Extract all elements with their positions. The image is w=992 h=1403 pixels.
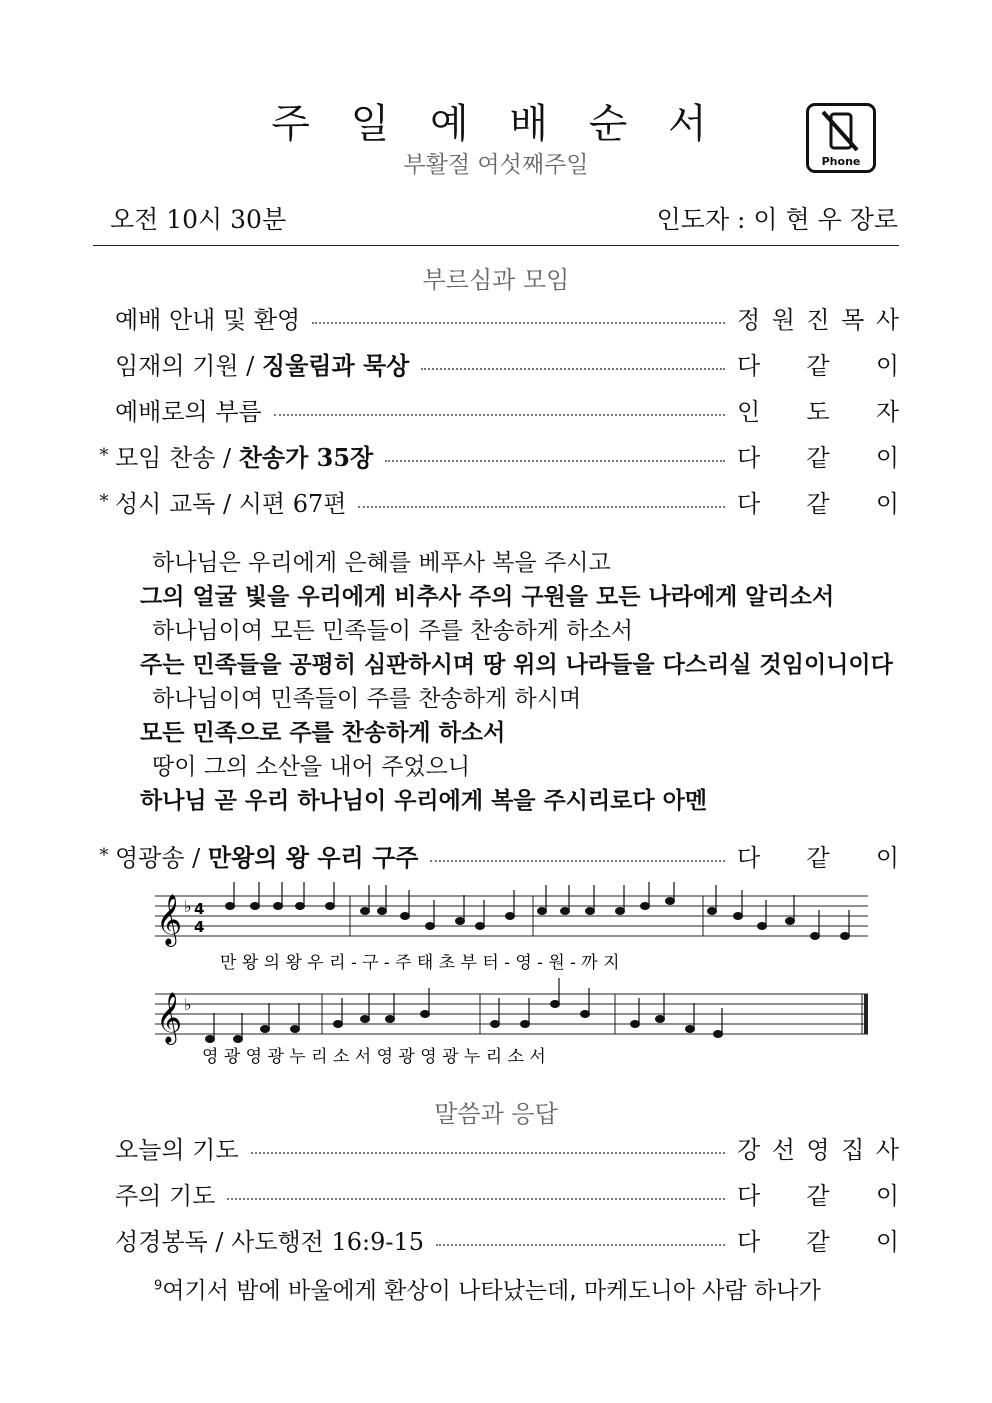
leader-char: 집 — [841, 1135, 865, 1164]
worship-item-row — [93, 392, 899, 426]
note-head — [361, 908, 370, 915]
svg-text:♭: ♭ — [184, 897, 192, 916]
note-head — [226, 903, 235, 910]
note-head — [361, 1016, 370, 1023]
worship-item-leader — [737, 484, 899, 519]
leader-char: 영 — [806, 1135, 830, 1164]
note-head — [291, 1026, 300, 1033]
verse-number: 9 — [154, 1278, 163, 1294]
leader-char: 목 — [841, 305, 865, 334]
note-head — [686, 1026, 695, 1033]
svg-text:4: 4 — [194, 918, 205, 936]
worship-item-highlight: 만왕의 왕 우리 구주 — [207, 842, 419, 872]
worship-item-row — [93, 1130, 899, 1164]
worship-item-row — [93, 484, 899, 518]
scripture-verse — [154, 1272, 821, 1305]
header-divider — [93, 245, 899, 246]
leader-reading-line: 땅이 그의 소산을 내어 주었으니 — [152, 754, 471, 780]
note-head — [631, 1021, 640, 1028]
worship-item-title: 성경봉독 / 사도행전 16:9-15 — [115, 1227, 424, 1256]
worship-item-label — [115, 1222, 424, 1257]
dot-leader — [312, 310, 725, 324]
svg-text:4: 4 — [194, 900, 205, 918]
leader-char: 같 — [806, 443, 830, 472]
note-head — [234, 1036, 243, 1043]
leader-char: 같 — [806, 1181, 830, 1210]
doxology-lyrics-line1: 만 왕 의 왕 우 리 - 구 - 주 태 초 부 터 - 영 - 원 - 까 지 — [220, 953, 620, 973]
worship-item-label — [115, 392, 262, 427]
worship-item-label — [115, 484, 346, 519]
dot-leader — [421, 356, 725, 370]
note-head — [714, 1031, 723, 1038]
leader-char: 원 — [771, 305, 795, 334]
section-title-gathering: 부르심과 모임 — [422, 266, 570, 294]
leader-char: 사 — [875, 305, 899, 334]
note-head — [734, 913, 743, 920]
worship-item-label — [115, 838, 418, 873]
page-subtitle: 부활절 여섯째주일 — [403, 152, 589, 178]
worship-item-title: 오늘의 기도 — [115, 1135, 239, 1164]
leader-char: 다 — [737, 489, 761, 518]
worship-item-leader — [737, 1130, 899, 1165]
phone-icon-label: Phone — [821, 155, 861, 168]
worship-item-label — [115, 438, 373, 473]
leader-char: 이 — [875, 443, 899, 472]
note-head — [334, 1021, 343, 1028]
congregation-reading-line: 하나님 곧 우리 하나님이 우리에게 복을 주시리로다 아멘 — [140, 788, 708, 814]
worship-item-row — [93, 1222, 899, 1256]
worship-item-label — [115, 300, 300, 335]
worship-item-row — [93, 300, 899, 334]
worship-item-title: 영광송 / — [115, 843, 208, 872]
note-head — [551, 1001, 560, 1008]
congregation-reading-line: 그의 얼굴 빛을 우리에게 비추사 주의 구원을 모든 나라에게 알리소서 — [140, 584, 835, 610]
note-head — [378, 908, 387, 915]
leader-char: 자 — [875, 397, 899, 426]
dot-leader — [430, 848, 725, 862]
note-head — [641, 903, 650, 910]
leader-char: 사 — [875, 1135, 899, 1164]
worship-item-label — [115, 346, 409, 381]
worship-item-title: 임재의 기원 / — [115, 351, 262, 380]
worship-item-title: 모임 찬송 / — [115, 443, 239, 472]
worship-item-row — [93, 346, 899, 380]
leader-char: 정 — [737, 305, 761, 334]
svg-text:𝄞: 𝄞 — [156, 992, 183, 1043]
note-head — [581, 1011, 590, 1018]
note-head — [261, 1026, 270, 1033]
page-title: 주 일 예 배 순 서 — [271, 101, 721, 147]
worship-item-title: 예배로의 부름 — [115, 397, 262, 426]
leader-char: 이 — [875, 351, 899, 380]
note-head — [456, 918, 465, 925]
note-head — [401, 913, 410, 920]
leader-char: 이 — [875, 1181, 899, 1210]
leader-char: 이 — [875, 489, 899, 518]
leader-char: 같 — [806, 351, 830, 380]
leader-reading-line: 하나님은 우리에게 은혜를 베푸사 복을 주시고 — [152, 550, 611, 576]
worship-item-row — [93, 438, 899, 472]
svg-text:♭: ♭ — [184, 995, 192, 1014]
note-head — [251, 903, 260, 910]
service-leader: 인도자 : 이 현 우 장로 — [656, 205, 898, 234]
section-title-word: 말씀과 응답 — [434, 1100, 558, 1128]
note-head — [386, 1016, 395, 1023]
dot-leader — [251, 1140, 725, 1154]
note-head — [521, 1021, 530, 1028]
leader-char: 강 — [737, 1135, 761, 1164]
congregation-reading-line: 모든 민족으로 주를 찬송하게 하소서 — [140, 720, 506, 746]
note-head — [758, 923, 767, 930]
note-head — [811, 933, 820, 940]
stand-marker: * — [99, 844, 109, 866]
worship-item-leader — [737, 1222, 899, 1257]
note-head — [274, 903, 283, 910]
note-head — [708, 908, 717, 915]
note-head — [616, 908, 625, 915]
note-head — [421, 1011, 430, 1018]
note-head — [841, 933, 850, 940]
worship-item-highlight: 징울림과 묵상 — [261, 350, 410, 380]
leader-char: 이 — [875, 1227, 899, 1256]
note-head — [326, 903, 335, 910]
worship-item-row — [93, 838, 899, 872]
worship-item-leader — [737, 300, 899, 335]
note-head — [538, 908, 547, 915]
note-head — [586, 908, 595, 915]
leader-char: 이 — [875, 843, 899, 872]
worship-item-leader — [737, 1176, 899, 1211]
dot-leader — [274, 402, 725, 416]
worship-item-leader — [737, 438, 899, 473]
worship-item-title: 주의 기도 — [115, 1181, 216, 1210]
worship-item-highlight: 찬송가 35장 — [238, 442, 374, 472]
leader-char: 같 — [806, 1227, 830, 1256]
doxology-sheet-music — [150, 882, 870, 1072]
note-head — [786, 918, 795, 925]
worship-item-leader — [737, 392, 899, 427]
note-head — [296, 903, 305, 910]
worship-item-label — [115, 1176, 215, 1211]
leader-reading-line: 하나님이여 모든 민족들이 주를 찬송하게 하소서 — [152, 618, 633, 644]
worship-item-leader — [737, 838, 899, 873]
note-head — [506, 913, 515, 920]
leader-char: 다 — [737, 351, 761, 380]
worship-item-title: 성시 교독 / 시편 67편 — [115, 489, 347, 518]
note-head — [491, 1021, 500, 1028]
dot-leader — [385, 448, 725, 462]
leader-char: 다 — [737, 443, 761, 472]
dot-leader — [436, 1232, 725, 1246]
verse-text: 여기서 밤에 바울에게 환상이 나타났는데, 마케도니아 사람 하나가 — [162, 1278, 821, 1304]
note-head — [206, 1036, 215, 1043]
leader-char: 선 — [771, 1135, 795, 1164]
note-head — [666, 898, 675, 905]
worship-item-row — [93, 1176, 899, 1210]
worship-item-leader — [737, 346, 899, 381]
worship-item-title: 예배 안내 및 환영 — [115, 305, 301, 334]
note-head — [426, 923, 435, 930]
congregation-reading-line: 주는 민족들을 공평히 심판하시며 땅 위의 나라들을 다스리실 것임이니이다 — [140, 652, 893, 678]
leader-char: 도 — [806, 397, 830, 426]
dot-leader — [358, 494, 725, 508]
dot-leader — [227, 1186, 725, 1200]
leader-char: 같 — [806, 489, 830, 518]
leader-char: 다 — [737, 843, 761, 872]
stand-marker: * — [99, 444, 109, 466]
leader-char: 다 — [737, 1227, 761, 1256]
leader-char: 같 — [806, 843, 830, 872]
leader-char: 다 — [737, 1181, 761, 1210]
no-phone-icon — [806, 103, 876, 173]
leader-char: 진 — [806, 305, 830, 334]
note-head — [656, 1016, 665, 1023]
leader-char: 인 — [737, 397, 761, 426]
note-head — [561, 908, 570, 915]
svg-text:𝄞: 𝄞 — [156, 894, 183, 945]
service-time: 오전 10시 30분 — [110, 205, 287, 234]
worship-item-label — [115, 1130, 239, 1165]
doxology-lyrics-line2: 영 광 영 광 누 리 소 서 영 광 영 광 누 리 소 서 — [202, 1047, 546, 1067]
leader-reading-line: 하나님이여 민족들이 주를 찬송하게 하시며 — [152, 686, 582, 712]
stand-marker: * — [99, 490, 109, 512]
note-head — [476, 923, 485, 930]
